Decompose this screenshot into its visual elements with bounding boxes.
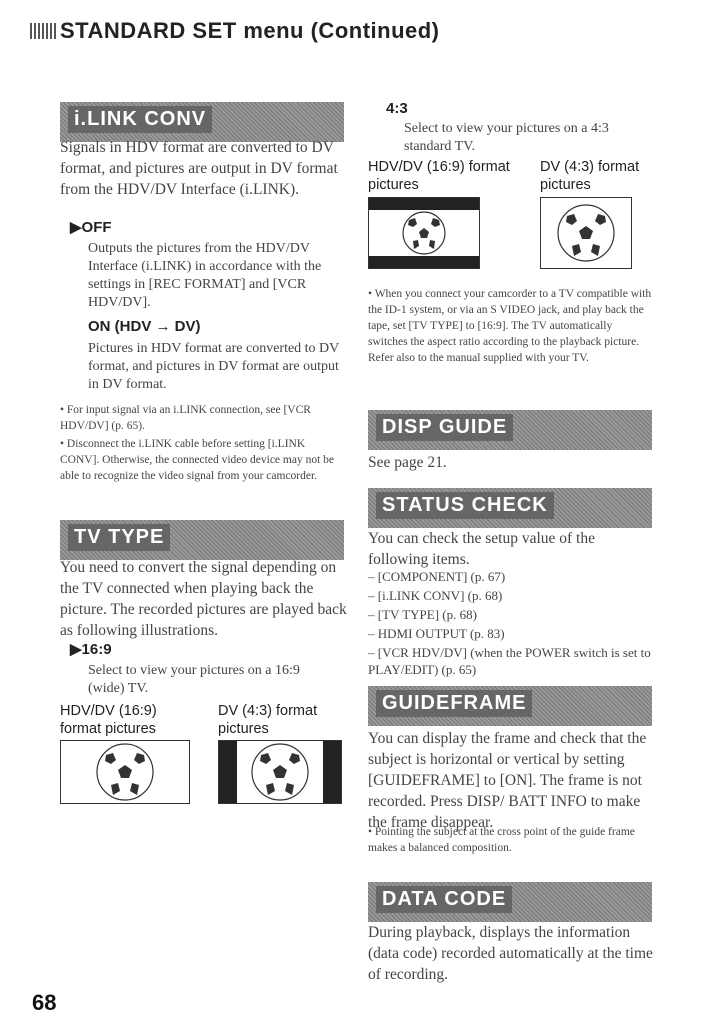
section-data-code — [368, 882, 652, 922]
tv-illustration-letterbox — [368, 197, 480, 269]
option-off: ▶OFF — [70, 219, 112, 236]
option-16-9-text: Select to view your pictures on a 16:9 (wide) TV. — [88, 663, 300, 696]
option-4-3-text: Select to view your pictures on a 4:3 standard TV. — [404, 121, 609, 154]
ilink-note-2: • Disconnect the i.LINK cable before setting [i.LINK CONV]. Otherwise, the connected video device may not be able to recognize the video signal from your camcorder. — [60, 436, 345, 484]
option-on-text: Pictures in HDV format are converted to DV format, and pictures in DV format are output in DV format. — [88, 341, 340, 392]
column-label-hdv: HDV/DV (16:9) format pictures — [60, 703, 157, 737]
section-disp-guide — [368, 410, 652, 450]
section-heading: GUIDEFRAME — [376, 690, 532, 717]
status-intro: You can check the setup value of the following items. — [368, 530, 595, 568]
status-item: – [i.LINK CONV] (p. 68) — [368, 587, 653, 604]
section-heading: TV TYPE — [68, 524, 170, 551]
guideframe-text: You can display the frame and check that the subject is horizontal or vertical by setting [GUIDEFRAME] to [ON]. The frame is not recorded. Press DISP/ BATT INFO to make the frame disappear. — [368, 730, 647, 831]
section-status-check — [368, 488, 652, 528]
dispguide-text: See page 21. — [368, 454, 447, 471]
guideframe-note: • Pointing the subject at the cross point of the guide frame makes a balanced composition. — [368, 824, 653, 856]
section-heading: DATA CODE — [376, 886, 512, 913]
section-heading: DISP GUIDE — [376, 414, 513, 441]
tv-illustration-standard — [540, 197, 632, 269]
tv-illustration-pillarbox — [218, 740, 342, 804]
menu-icon — [30, 23, 56, 39]
section-ilink-conv — [60, 102, 344, 142]
section-heading: i.LINK CONV — [68, 106, 212, 133]
column-label-dv: DV (4:3) format pictures — [540, 159, 640, 193]
page-header — [30, 18, 440, 44]
header-title: STANDARD SET menu (Continued) — [60, 18, 440, 43]
column-label-hdv: HDV/DV (16:9) format pictures — [368, 159, 510, 193]
section-tv-type — [60, 520, 344, 560]
option-on: ON (HDV → DV) — [88, 318, 201, 335]
status-item: – [TV TYPE] (p. 68) — [368, 606, 653, 623]
section-heading: STATUS CHECK — [376, 492, 554, 519]
option-off-text: Outputs the pictures from the HDV/DV Interface (i.LINK) in accordance with the settings in [REC FORMAT] and [VCR HDV/DV]. — [88, 241, 322, 310]
column-label-dv: DV (4:3) format pictures — [218, 703, 318, 737]
status-item: – HDMI OUTPUT (p. 83) — [368, 625, 653, 642]
page-number: 68 — [32, 990, 57, 1015]
option-4-3: 4:3 — [386, 100, 408, 117]
option-16-9: ▶16:9 — [70, 641, 112, 658]
ilink-note-1: • For input signal via an i.LINK connection, see [VCR HDV/DV] (p. 65). — [60, 402, 345, 434]
section-guideframe — [368, 686, 652, 726]
ilink-intro: Signals in HDV format are converted to DV format, and pictures are output in DV format from the HDV/DV Interface (i.LINK). — [60, 139, 338, 198]
datacode-text: During playback, displays the information (data code) recorded automatically at the time of recording. — [368, 924, 653, 983]
option-label: 16:9 — [81, 641, 112, 658]
status-item: – [VCR HDV/DV] (when the POWER switch is set to PLAY/EDIT) (p. 65) — [368, 644, 653, 678]
status-item: – [COMPONENT] (p. 67) — [368, 568, 653, 585]
option-label: OFF — [81, 219, 112, 236]
tvtype-note: • When you connect your camcorder to a TV compatible with the ID-1 system, or via an S VIDEO jack, and play back the tape, set [TV TYPE] to [16:9]. The TV automatically switches the aspect ratio according to the playback picture. Refer also to the manual supplied with your TV. — [368, 286, 653, 366]
tv-illustration-wide — [60, 740, 190, 804]
tvtype-intro: You need to convert the signal depending on the TV connected when playing back the picture. The recorded pictures are played back as following illustrations. — [60, 559, 347, 639]
